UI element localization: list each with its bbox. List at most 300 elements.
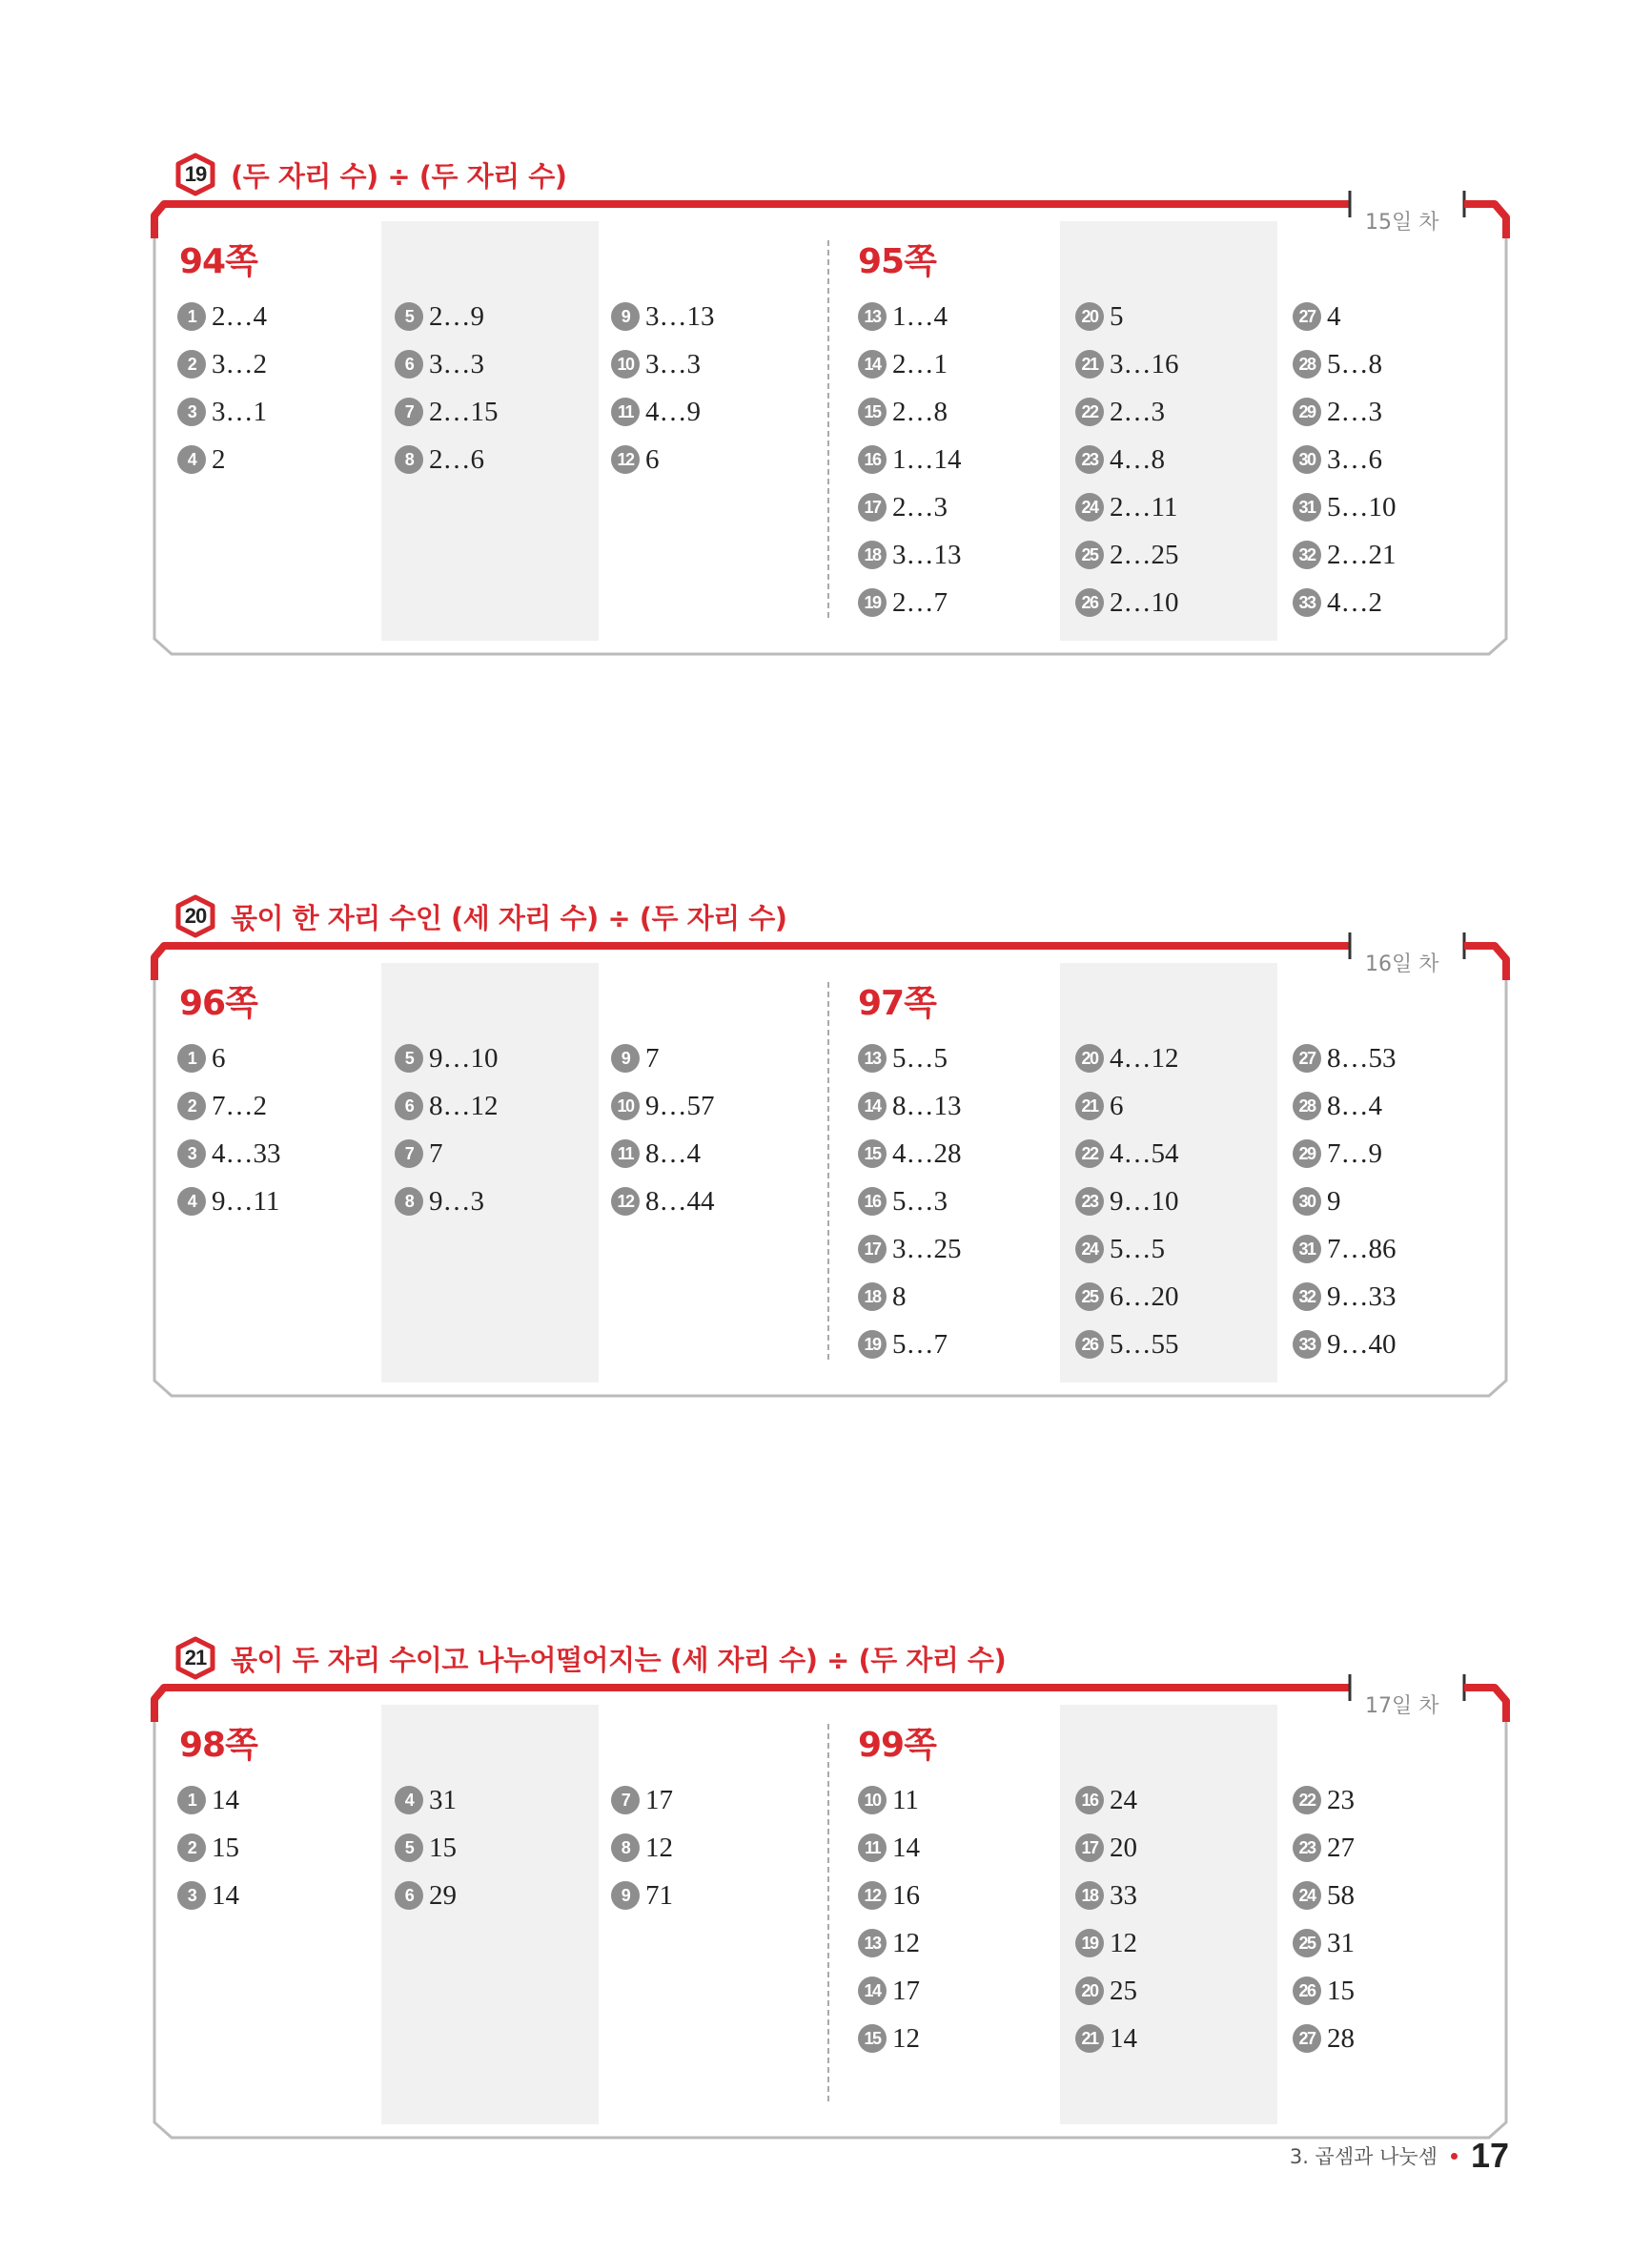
answer-item	[858, 1785, 919, 1815]
answer-value: 8…53	[1327, 1042, 1397, 1074]
answer-value: 6…20	[1110, 1280, 1179, 1312]
problem-number: 11	[611, 398, 640, 426]
answer-value: 14	[212, 1784, 239, 1815]
answer-value: 4…28	[892, 1137, 962, 1169]
answer-item	[611, 301, 715, 332]
problem-number: 3	[177, 1881, 206, 1910]
answer-value: 58	[1327, 1879, 1355, 1911]
answer-value: 8	[892, 1280, 907, 1312]
answer-item	[1075, 1976, 1137, 2006]
problem-number: 31	[1293, 1235, 1321, 1263]
problem-number: 7	[395, 1139, 423, 1168]
answer-item	[611, 397, 701, 427]
problem-number: 18	[1075, 1881, 1104, 1910]
answer-value: 5…8	[1327, 348, 1382, 379]
answer-item	[1293, 1281, 1397, 1312]
answer-value: 9…57	[645, 1090, 715, 1121]
problem-number: 19	[858, 588, 887, 617]
answer-value: 8…12	[429, 1090, 499, 1121]
problem-number: 28	[1293, 350, 1321, 379]
problem-number: 14	[858, 1976, 887, 2005]
answer-item	[1293, 1880, 1355, 1911]
problem-number: 28	[1293, 1092, 1321, 1120]
problem-number: 11	[858, 1833, 887, 1862]
answer-item	[395, 301, 484, 332]
answer-value: 2…9	[429, 300, 484, 332]
answer-item	[611, 349, 701, 379]
page-label: 98쪽	[179, 1726, 257, 1765]
answer-value: 2…4	[212, 300, 267, 332]
problem-number: 7	[611, 1786, 640, 1814]
answer-value: 3…6	[1327, 443, 1382, 475]
answer-item	[858, 1043, 948, 1074]
section-number-badge	[173, 153, 217, 196]
problem-number: 7	[395, 398, 423, 426]
problem-number: 6	[395, 1092, 423, 1120]
section-number: 19	[184, 162, 207, 186]
page-number: 17	[1470, 2136, 1509, 2175]
answer-value: 28	[1327, 2022, 1355, 2054]
problem-number: 26	[1293, 1976, 1321, 2005]
problem-number: 5	[395, 1833, 423, 1862]
problem-number: 2	[177, 1092, 206, 1120]
problem-number: 13	[858, 302, 887, 331]
page-footer	[1290, 2136, 1509, 2176]
problem-number: 32	[1293, 1282, 1321, 1311]
answer-item	[1075, 1186, 1179, 1217]
section-number: 20	[184, 904, 207, 928]
answer-item	[177, 349, 267, 379]
problem-number: 25	[1075, 541, 1104, 569]
answer-value: 15	[1327, 1975, 1355, 2006]
problem-number: 3	[177, 1139, 206, 1168]
problem-number: 22	[1293, 1786, 1321, 1814]
page-label: 94쪽	[179, 242, 257, 281]
answer-item	[177, 1091, 267, 1121]
problem-number: 15	[858, 1139, 887, 1168]
answer-item	[1293, 1043, 1397, 1074]
answer-value: 9…33	[1327, 1280, 1397, 1312]
answer-item	[1075, 1091, 1124, 1121]
answer-item	[1075, 301, 1124, 332]
problem-number: 13	[858, 1929, 887, 1957]
section-number-badge	[173, 894, 217, 938]
answer-value: 1…4	[892, 300, 948, 332]
problem-number: 12	[611, 445, 640, 474]
answer-value: 3…16	[1110, 348, 1179, 379]
answer-item	[1075, 1833, 1137, 1863]
problem-number: 14	[858, 350, 887, 379]
answer-value: 2…15	[429, 396, 499, 427]
problem-number: 1	[177, 1786, 206, 1814]
answer-value: 29	[429, 1879, 457, 1911]
answer-value: 3…3	[645, 348, 701, 379]
answer-value: 7…2	[212, 1090, 267, 1121]
problem-number: 25	[1293, 1929, 1321, 1957]
problem-number: 9	[611, 1881, 640, 1910]
answer-value: 11	[892, 1784, 919, 1815]
problem-number: 1	[177, 302, 206, 331]
answer-value: 23	[1327, 1784, 1355, 1815]
answer-value: 1…14	[892, 443, 962, 475]
answer-item	[1293, 587, 1382, 618]
day-label: 17일 차	[1365, 1694, 1439, 1718]
answer-item	[1075, 444, 1165, 475]
answer-value: 4…2	[1327, 586, 1382, 618]
problem-number: 17	[1075, 1833, 1104, 1862]
problem-number: 33	[1293, 588, 1321, 617]
problem-number: 33	[1293, 1330, 1321, 1359]
answer-value: 2…3	[1110, 396, 1165, 427]
problem-number: 2	[177, 350, 206, 379]
answer-value: 5…3	[892, 1185, 948, 1217]
answer-value: 7	[645, 1042, 660, 1074]
answer-item	[1075, 2023, 1137, 2054]
answer-item	[177, 1186, 279, 1217]
answer-value: 9	[1327, 1185, 1341, 1217]
answer-item	[858, 1281, 907, 1312]
answer-item	[858, 444, 962, 475]
day-label: 16일 차	[1365, 952, 1439, 976]
answer-value: 3…2	[212, 348, 267, 379]
answer-value: 12	[1110, 1927, 1137, 1958]
answer-item	[858, 397, 948, 427]
problem-number: 13	[858, 1044, 887, 1073]
page-label: 97쪽	[858, 984, 936, 1023]
problem-number: 12	[611, 1187, 640, 1216]
answer-item	[611, 1138, 701, 1169]
answer-item	[1075, 1234, 1165, 1264]
answer-item	[1293, 1976, 1355, 2006]
answer-value: 2…3	[892, 491, 948, 522]
answer-item	[395, 349, 484, 379]
problem-number: 8	[611, 1833, 640, 1862]
answer-value: 15	[212, 1832, 239, 1863]
answer-value: 3…25	[892, 1233, 962, 1264]
problem-number: 21	[1075, 1092, 1104, 1120]
problem-number: 30	[1293, 1187, 1321, 1216]
answer-item	[611, 1785, 673, 1815]
answer-item	[611, 1186, 715, 1217]
answer-value: 4…54	[1110, 1137, 1179, 1169]
answer-item	[395, 1138, 443, 1169]
problem-number: 16	[1075, 1786, 1104, 1814]
section-number: 21	[184, 1646, 207, 1669]
answer-value: 9…40	[1327, 1328, 1397, 1360]
answer-item	[611, 1091, 715, 1121]
page-divider	[827, 1724, 829, 2101]
answer-item	[858, 1833, 920, 1863]
answer-item	[1075, 1281, 1179, 1312]
problem-number: 8	[395, 445, 423, 474]
answer-value: 6	[1110, 1090, 1124, 1121]
answer-item	[858, 1880, 920, 1911]
problem-number: 27	[1293, 1044, 1321, 1073]
problem-number: 20	[1075, 302, 1104, 331]
problem-number: 23	[1293, 1833, 1321, 1862]
problem-number: 2	[177, 1833, 206, 1862]
problem-number: 16	[858, 445, 887, 474]
problem-number: 19	[858, 1330, 887, 1359]
problem-number: 27	[1293, 2024, 1321, 2053]
answer-item	[1293, 1138, 1382, 1169]
problem-number: 5	[395, 1044, 423, 1073]
section-title-text: (두 자리 수) ÷ (두 자리 수)	[231, 159, 567, 193]
problem-number: 30	[1293, 445, 1321, 474]
answer-item	[395, 1091, 499, 1121]
problem-number: 31	[1293, 493, 1321, 522]
answer-value: 8…44	[645, 1185, 715, 1217]
footer-dot	[1451, 2153, 1458, 2160]
answer-item	[395, 1043, 499, 1074]
section-title-text: 몫이 두 자리 수이고 나누어떨어지는 (세 자리 수) ÷ (두 자리 수)	[231, 1643, 1007, 1676]
answer-item	[395, 444, 484, 475]
answer-value: 31	[1327, 1927, 1355, 1958]
problem-number: 22	[1075, 398, 1104, 426]
problem-number: 15	[858, 398, 887, 426]
problem-number: 10	[611, 1092, 640, 1120]
answer-item	[1293, 2023, 1355, 2054]
section-number-badge	[173, 1636, 217, 1680]
page-divider	[827, 982, 829, 1360]
answer-value: 16	[892, 1879, 920, 1911]
answer-item	[1075, 1329, 1179, 1360]
answer-item	[1075, 540, 1179, 570]
answer-item	[858, 587, 948, 618]
answer-section	[0, 1636, 1652, 2170]
answer-value: 17	[645, 1784, 673, 1815]
answer-item	[858, 1976, 920, 2006]
answer-item	[1075, 1880, 1137, 1911]
chapter-title: 3. 곱셈과 나눗셈	[1289, 2145, 1438, 2168]
answer-item	[858, 349, 948, 379]
answer-value: 2…6	[429, 443, 484, 475]
answer-section	[0, 153, 1652, 686]
answer-item	[1075, 1785, 1137, 1815]
answer-item	[395, 1186, 484, 1217]
answer-item	[1293, 1833, 1355, 1863]
answer-value: 2…21	[1327, 539, 1397, 570]
answer-value: 12	[645, 1832, 673, 1863]
answer-item	[858, 1928, 920, 1958]
answer-value: 9…3	[429, 1185, 484, 1217]
problem-number: 10	[858, 1786, 887, 1814]
problem-number: 16	[858, 1187, 887, 1216]
answer-item	[1293, 397, 1382, 427]
answer-value: 9…10	[1110, 1185, 1179, 1217]
page-label: 95쪽	[858, 242, 936, 281]
answer-value: 2	[212, 443, 226, 475]
answer-item	[177, 1785, 239, 1815]
answer-item	[395, 1833, 457, 1863]
day-label: 15일 차	[1365, 211, 1439, 235]
problem-number: 4	[177, 445, 206, 474]
problem-number: 29	[1293, 1139, 1321, 1168]
answer-value: 20	[1110, 1832, 1137, 1863]
answer-value: 2…3	[1327, 396, 1382, 427]
answer-value: 33	[1110, 1879, 1137, 1911]
answer-value: 31	[429, 1784, 457, 1815]
answer-value: 8…4	[1327, 1090, 1382, 1121]
section-title	[173, 153, 567, 196]
answer-value: 17	[892, 1975, 920, 2006]
page-label: 96쪽	[179, 984, 257, 1023]
answer-item	[177, 1138, 281, 1169]
answer-item	[858, 1091, 962, 1121]
problem-number: 21	[1075, 350, 1104, 379]
problem-number: 4	[177, 1187, 206, 1216]
answer-item	[1293, 1234, 1397, 1264]
problem-number: 1	[177, 1044, 206, 1073]
answer-item	[177, 301, 267, 332]
answer-value: 5…5	[892, 1042, 948, 1074]
answer-value: 2…8	[892, 396, 948, 427]
answer-item	[177, 1043, 226, 1074]
problem-number: 18	[858, 1282, 887, 1311]
answer-value: 5…5	[1110, 1233, 1165, 1264]
problem-number: 29	[1293, 398, 1321, 426]
answer-value: 3…3	[429, 348, 484, 379]
answer-item	[858, 1234, 962, 1264]
answer-value: 2…7	[892, 586, 948, 618]
problem-number: 3	[177, 398, 206, 426]
problem-number: 12	[858, 1881, 887, 1910]
problem-number: 27	[1293, 302, 1321, 331]
answer-value: 3…13	[645, 300, 715, 332]
answer-value: 14	[1110, 2022, 1137, 2054]
answer-item	[1075, 1138, 1179, 1169]
answer-item	[1293, 301, 1341, 332]
answer-value: 7…9	[1327, 1137, 1382, 1169]
problem-number: 15	[858, 2024, 887, 2053]
answer-value: 5…7	[892, 1328, 948, 1360]
answer-value: 24	[1110, 1784, 1137, 1815]
answer-item	[611, 444, 660, 475]
problem-number: 11	[611, 1139, 640, 1168]
answer-value: 14	[212, 1879, 239, 1911]
problem-number: 19	[1075, 1929, 1104, 1957]
answer-value: 9…10	[429, 1042, 499, 1074]
answer-item	[1075, 349, 1179, 379]
answer-item	[1075, 1043, 1179, 1074]
answer-item	[611, 1833, 673, 1863]
answer-item	[611, 1880, 673, 1911]
answer-item	[177, 397, 267, 427]
answer-value: 4	[1327, 300, 1341, 332]
answer-item	[1293, 1928, 1355, 1958]
problem-number: 17	[858, 493, 887, 522]
problem-number: 9	[611, 1044, 640, 1073]
page-divider	[827, 240, 829, 618]
answer-item	[858, 2023, 920, 2054]
section-title-text: 몫이 한 자리 수인 (세 자리 수) ÷ (두 자리 수)	[231, 901, 787, 934]
answer-value: 2…10	[1110, 586, 1179, 618]
problem-number: 6	[395, 350, 423, 379]
problem-number: 17	[858, 1235, 887, 1263]
answer-value: 3…1	[212, 396, 267, 427]
answer-item	[611, 1043, 660, 1074]
answer-value: 4…33	[212, 1137, 281, 1169]
answer-item	[1293, 1186, 1341, 1217]
problem-number: 5	[395, 302, 423, 331]
problem-number: 21	[1075, 2024, 1104, 2053]
answer-item	[1075, 1928, 1137, 1958]
section-title	[173, 894, 787, 938]
answer-value: 5	[1110, 300, 1124, 332]
answer-value: 15	[429, 1832, 457, 1863]
problem-number: 10	[611, 350, 640, 379]
problem-number: 4	[395, 1786, 423, 1814]
answer-value: 6	[212, 1042, 226, 1074]
problem-number: 23	[1075, 1187, 1104, 1216]
answer-item	[177, 1880, 239, 1911]
answer-item	[858, 1186, 948, 1217]
problem-number: 24	[1075, 1235, 1104, 1263]
problem-number: 14	[858, 1092, 887, 1120]
answer-item	[858, 1329, 948, 1360]
answer-value: 5…55	[1110, 1328, 1179, 1360]
answer-item	[858, 1138, 962, 1169]
problem-number: 26	[1075, 588, 1104, 617]
answer-value: 25	[1110, 1975, 1137, 2006]
answer-value: 8…4	[645, 1137, 701, 1169]
answer-item	[1075, 492, 1177, 522]
answer-item	[395, 1880, 457, 1911]
answer-value: 7	[429, 1137, 443, 1169]
answer-item	[1293, 1091, 1382, 1121]
answer-item	[177, 1833, 239, 1863]
answer-item	[858, 301, 948, 332]
answer-value: 8…13	[892, 1090, 962, 1121]
answer-value: 9…11	[212, 1185, 280, 1217]
problem-number: 32	[1293, 541, 1321, 569]
answer-value: 12	[892, 1927, 920, 1958]
problem-number: 25	[1075, 1282, 1104, 1311]
answer-value: 6	[645, 443, 660, 475]
problem-number: 6	[395, 1881, 423, 1910]
answer-item	[1293, 540, 1397, 570]
answer-value: 5…10	[1327, 491, 1397, 522]
section-title	[173, 1636, 1006, 1680]
problem-number: 22	[1075, 1139, 1104, 1168]
answer-value: 12	[892, 2022, 920, 2054]
answer-value: 7…86	[1327, 1233, 1397, 1264]
answer-value: 4…8	[1110, 443, 1165, 475]
answer-value: 2…25	[1110, 539, 1179, 570]
problem-number: 8	[395, 1187, 423, 1216]
answer-value: 14	[892, 1832, 920, 1863]
answer-item	[1293, 444, 1382, 475]
answer-value: 2…1	[892, 348, 948, 379]
answer-value: 71	[645, 1879, 673, 1911]
answer-value: 4…12	[1110, 1042, 1179, 1074]
answer-item	[858, 492, 948, 522]
answer-value: 2…11	[1110, 491, 1178, 522]
answer-item	[395, 397, 499, 427]
answer-value: 27	[1327, 1832, 1355, 1863]
answer-item	[1075, 587, 1179, 618]
problem-number: 24	[1293, 1881, 1321, 1910]
problem-number: 18	[858, 541, 887, 569]
answer-item	[858, 540, 962, 570]
problem-number: 23	[1075, 445, 1104, 474]
answer-item	[1293, 492, 1397, 522]
answer-item	[395, 1785, 457, 1815]
problem-number: 24	[1075, 493, 1104, 522]
answer-item	[1293, 1785, 1355, 1815]
problem-number: 9	[611, 302, 640, 331]
answer-item	[1075, 397, 1165, 427]
